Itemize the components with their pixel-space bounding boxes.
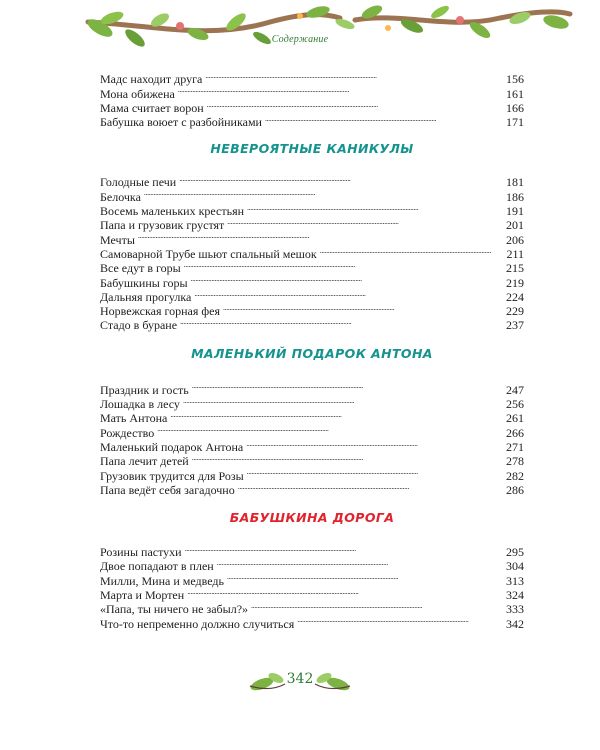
dot-leader [184, 258, 499, 272]
toc-group [100, 542, 524, 631]
section-title: МАЛЕНЬКИЙ ПОДАРОК АНТОНА [191, 346, 433, 362]
dot-leader [194, 287, 499, 301]
toc-entry [100, 542, 524, 560]
toc-entry [100, 172, 524, 190]
entry-page: 261 [506, 411, 524, 426]
entry-title: Двое попадают в плен [100, 559, 214, 574]
entry-title: Мадс находит друга [100, 72, 203, 87]
dot-leader [247, 201, 499, 215]
entry-page: 181 [506, 175, 524, 190]
toc-entry [100, 201, 524, 219]
entry-page: 166 [506, 100, 524, 115]
entry-page: 295 [506, 545, 524, 560]
dot-leader [223, 301, 499, 315]
entry-title: Грузовик трудится для Розы [100, 468, 244, 483]
entry-title: Праздник и гость [100, 382, 189, 397]
entry-title: Папа ведёт себя загадочно [100, 482, 235, 497]
entry-page: 219 [506, 275, 524, 290]
dot-leader [238, 480, 499, 494]
entry-page: 229 [506, 304, 524, 319]
dot-leader [179, 172, 499, 186]
entry-title: Марта и Мортен [100, 588, 185, 603]
entry-page: 191 [506, 204, 524, 219]
dot-leader [191, 272, 499, 286]
toc-group [100, 172, 524, 333]
section-title: НЕВЕРОЯТНЫЕ КАНИКУЛЫ [210, 141, 414, 157]
entry-page: 161 [506, 86, 524, 101]
entry-title: Белочка [100, 189, 141, 204]
toc-group [100, 379, 524, 497]
toc-entry [100, 244, 524, 261]
toc-entry [100, 186, 524, 204]
dot-leader [247, 465, 499, 479]
toc-entry [100, 379, 524, 397]
entry-page: 211 [506, 246, 524, 261]
entry-title: Лошадка в лесу [100, 397, 180, 412]
entry-title: Норвежская горная фея [100, 304, 220, 319]
entry-title: Самоварной Трубе шьют спальный мешок [100, 246, 317, 261]
toc-entry [100, 437, 524, 454]
dot-leader [144, 186, 499, 200]
toc-group [100, 69, 524, 130]
entry-title: Все едут в горы [100, 261, 181, 276]
toc-entry [100, 229, 524, 247]
dot-leader [205, 69, 499, 83]
entry-title: Мечты [100, 232, 135, 247]
entry-page: 278 [506, 454, 524, 469]
entry-title: Восемь маленьких крестьян [100, 204, 245, 219]
entry-title: Стадо в буране [100, 318, 178, 333]
dot-leader [187, 585, 499, 599]
entry-page: 313 [506, 573, 524, 588]
entry-page: 237 [506, 318, 524, 333]
page-header [0, 0, 600, 60]
entry-page: 304 [506, 559, 524, 574]
dot-leader [217, 556, 499, 570]
entry-page: 171 [506, 115, 524, 130]
dot-leader [185, 542, 499, 556]
entry-page: 324 [506, 588, 524, 603]
entry-page: 271 [506, 439, 524, 454]
entry-page: 186 [506, 189, 524, 204]
leafy-branch-illustration-icon [0, 0, 600, 60]
dot-leader [192, 451, 499, 465]
entry-page: 224 [506, 289, 524, 304]
entry-title: Бабушкины горы [100, 275, 188, 290]
entry-title: Мама считает ворон [100, 100, 204, 115]
entry-page: 206 [506, 232, 524, 247]
entry-title: Голодные печи [100, 175, 177, 190]
dot-leader [320, 244, 499, 258]
dot-leader [157, 422, 499, 436]
dot-leader [138, 229, 499, 243]
entry-page: 342 [506, 616, 524, 631]
entry-title: Рождество [100, 425, 155, 440]
section-title: БАБУШКИНА ДОРОГА [229, 509, 395, 525]
running-head: Содержание [271, 34, 329, 45]
table-of-contents [100, 69, 524, 631]
entry-title: Папа лечит детей [100, 454, 189, 469]
entry-page: 266 [506, 425, 524, 440]
entry-title: Милли, Мина и медведь [100, 573, 224, 588]
dot-leader [297, 613, 499, 627]
entry-page: 333 [506, 602, 524, 617]
dot-leader [207, 98, 499, 112]
dot-leader [265, 112, 499, 126]
dot-leader [178, 83, 499, 97]
dot-leader [180, 315, 499, 329]
entry-title: Мона обижена [100, 86, 175, 101]
entry-page: 286 [506, 482, 524, 497]
entry-title: Розины пастухи [100, 545, 182, 560]
dot-leader [251, 599, 499, 613]
dot-leader [183, 394, 499, 408]
entry-title: «Папа, ты ничего не забыл?» [100, 602, 249, 617]
dot-leader [227, 570, 499, 584]
page-footer [0, 668, 600, 698]
dot-leader [246, 437, 499, 451]
entry-page: 256 [506, 397, 524, 412]
entry-title: Папа и грузовик грустят [100, 218, 225, 233]
page-number: 342 [286, 671, 314, 687]
toc-entry [100, 422, 524, 440]
entry-title: Мать Антона [100, 411, 168, 426]
entry-title: Что-то непременно должно случиться [100, 616, 295, 631]
dot-leader [192, 379, 499, 393]
entry-title: Дальняя прогулка [100, 289, 192, 304]
entry-page: 282 [506, 468, 524, 483]
entry-title: Маленький подарок Антона [100, 439, 244, 454]
entry-page: 201 [506, 218, 524, 233]
entry-title: Бабушка воюет с разбойниками [100, 115, 262, 130]
entry-page: 247 [506, 382, 524, 397]
entry-page: 215 [506, 261, 524, 276]
toc-entry [100, 69, 524, 87]
dot-leader [227, 215, 499, 229]
entry-page: 156 [506, 72, 524, 87]
dot-leader [170, 408, 499, 422]
